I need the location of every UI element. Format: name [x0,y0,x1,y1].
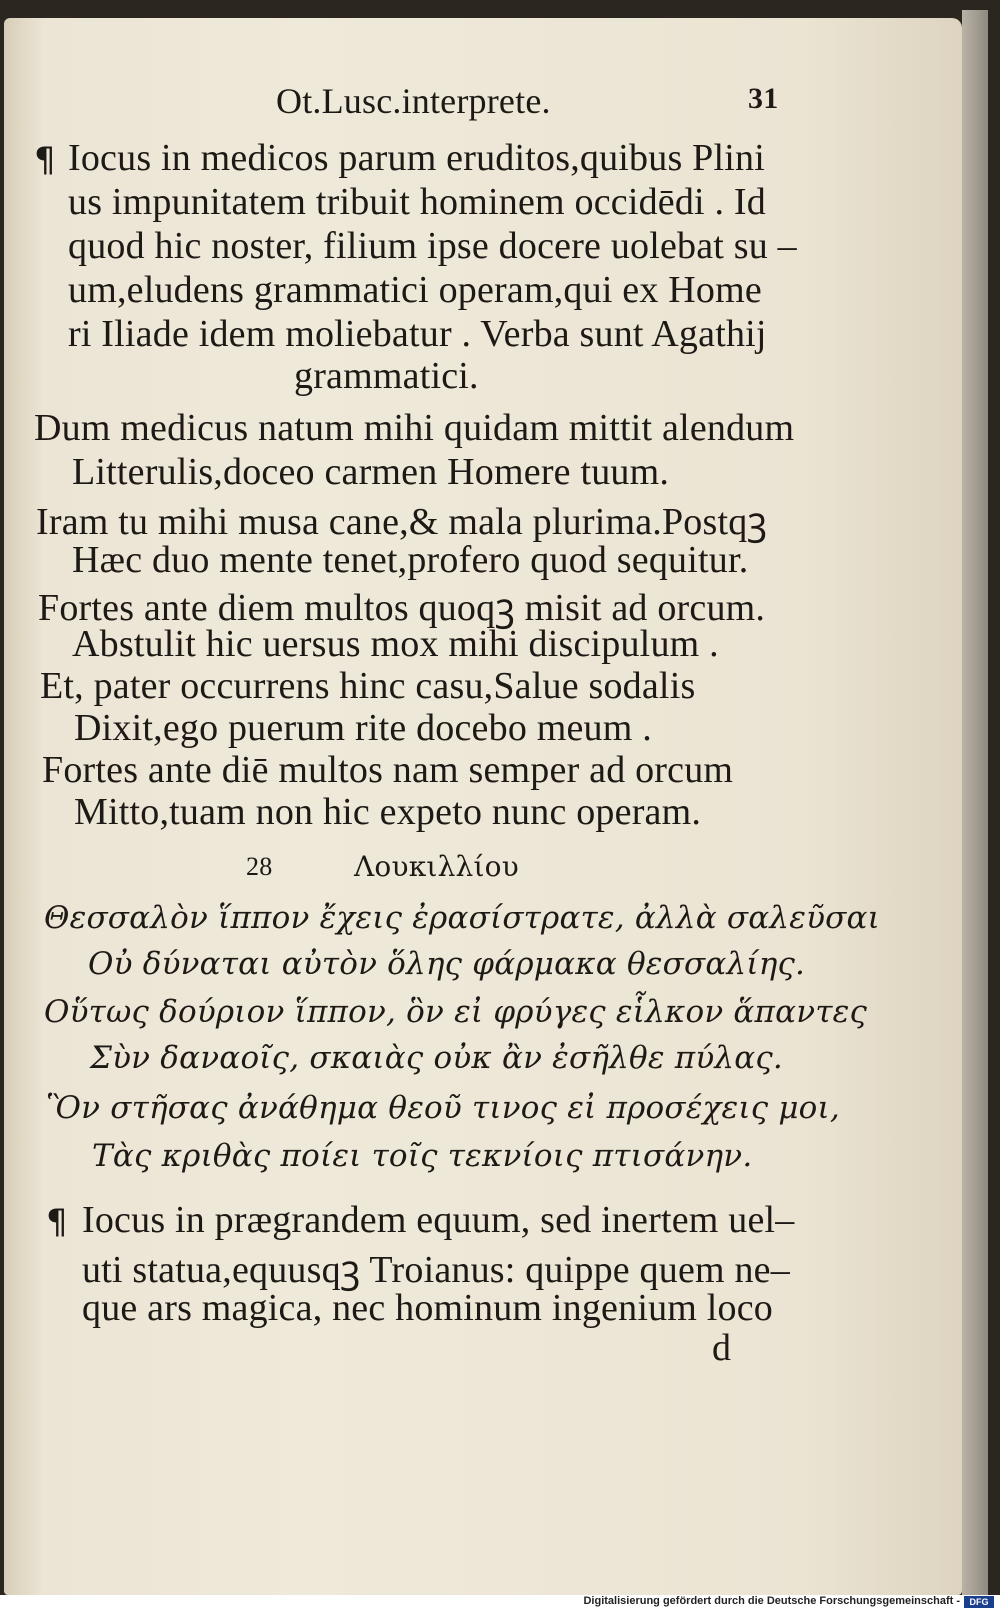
poem-line: Et, pater occurrens hinc casu,Salue sodalis [40,665,696,707]
paragraph1-line: us impunitatem tribuit hominem occidēdi . Id [68,181,766,223]
poem-line: Fortes ante diem multos quoqꝫ misit ad orcum. [38,587,766,629]
paragraph2-line: uti statua,equusqꝫ Troianus: quippe quem ne– [82,1249,790,1291]
catchword: d [712,1327,732,1369]
poem-line: Dixit,ego puerum rite docebo meum . [74,707,652,749]
poem-line: Abstulit hic uersus mox mihi discipulum . [72,623,719,665]
poem-line: Hæc duo mente tenet,profero quod sequitur. [72,539,749,581]
greek-line: Τὰς κριθὰς ποίει τοῖς τεκνίοις πτισάνην. [92,1138,753,1174]
poem-line: Iram tu mihi musa cane,& mala plurima.Postqꝫ [36,501,768,543]
poem-line: Mitto,tuam non hic expeto nunc operam. [74,791,702,833]
paragraph2-line: que ars magica, nec hominum ingenium loco [82,1287,773,1329]
poem-line: Litterulis,doceo carmen Homere tuum. [72,451,670,493]
paragraph1-line: quod hic noster, filium ipse docere uolebat su – [68,225,797,267]
paragraph1-line: grammatici. [294,355,479,397]
page-edge [962,10,988,1595]
poem-line: Fortes ante diē multos nam semper ad orcum [42,749,734,791]
greek-line: Σὺν δαναοῖς, σκαιὰς οὐκ ἂν ἐσῆλθε πύλας. [90,1040,783,1076]
paragraph1-line: ri Iliade idem moliebatur . Verba sunt Agathij [68,313,767,355]
paragraph1-line: um,eludens grammatici operam,qui ex Home [68,269,762,311]
running-header: Ot.Lusc.interprete. [276,81,551,121]
paragraph1-line: Iocus in medicos parum eruditos,quibus Plini [68,137,765,179]
footer-bar [0,1595,1000,1611]
greek-line: Ὃν στῆσας ἀνάθημα θεοῦ τινος εἰ προσέχεις μοι, [46,1090,840,1126]
epigram-heading: Λουκιλλίου [354,850,519,883]
greek-line: Θεσσαλὸν ἵππον ἔχεις ἐρασίστρατε, ἀλλὰ σαλεῦσαι [44,900,880,936]
greek-line: Οὐ δύναται αὐτὸν ὅλης φάρμακα θεσσαλίης. [88,946,806,982]
pilcrow-icon: ¶ [46,1202,68,1242]
greek-line: Οὕτως δούριον ἵππον, ὃν εἰ φρύγες εἷλκον ἅπαντες [44,994,868,1030]
epigram-number: 28 [246,852,273,881]
pilcrow-icon: ¶ [34,140,56,180]
footer-credit: Digitalisierung gefördert durch die Deutsche Forschungsgemeinschaft - [583,1595,960,1607]
poem-line: Dum medicus natum mihi quidam mittit alendum [34,407,795,449]
dfg-logo-icon: DFG [964,1596,994,1608]
page-number: 31 [748,82,779,115]
paragraph2-line: Iocus in prægrandem equum, sed inertem uel– [82,1199,795,1241]
